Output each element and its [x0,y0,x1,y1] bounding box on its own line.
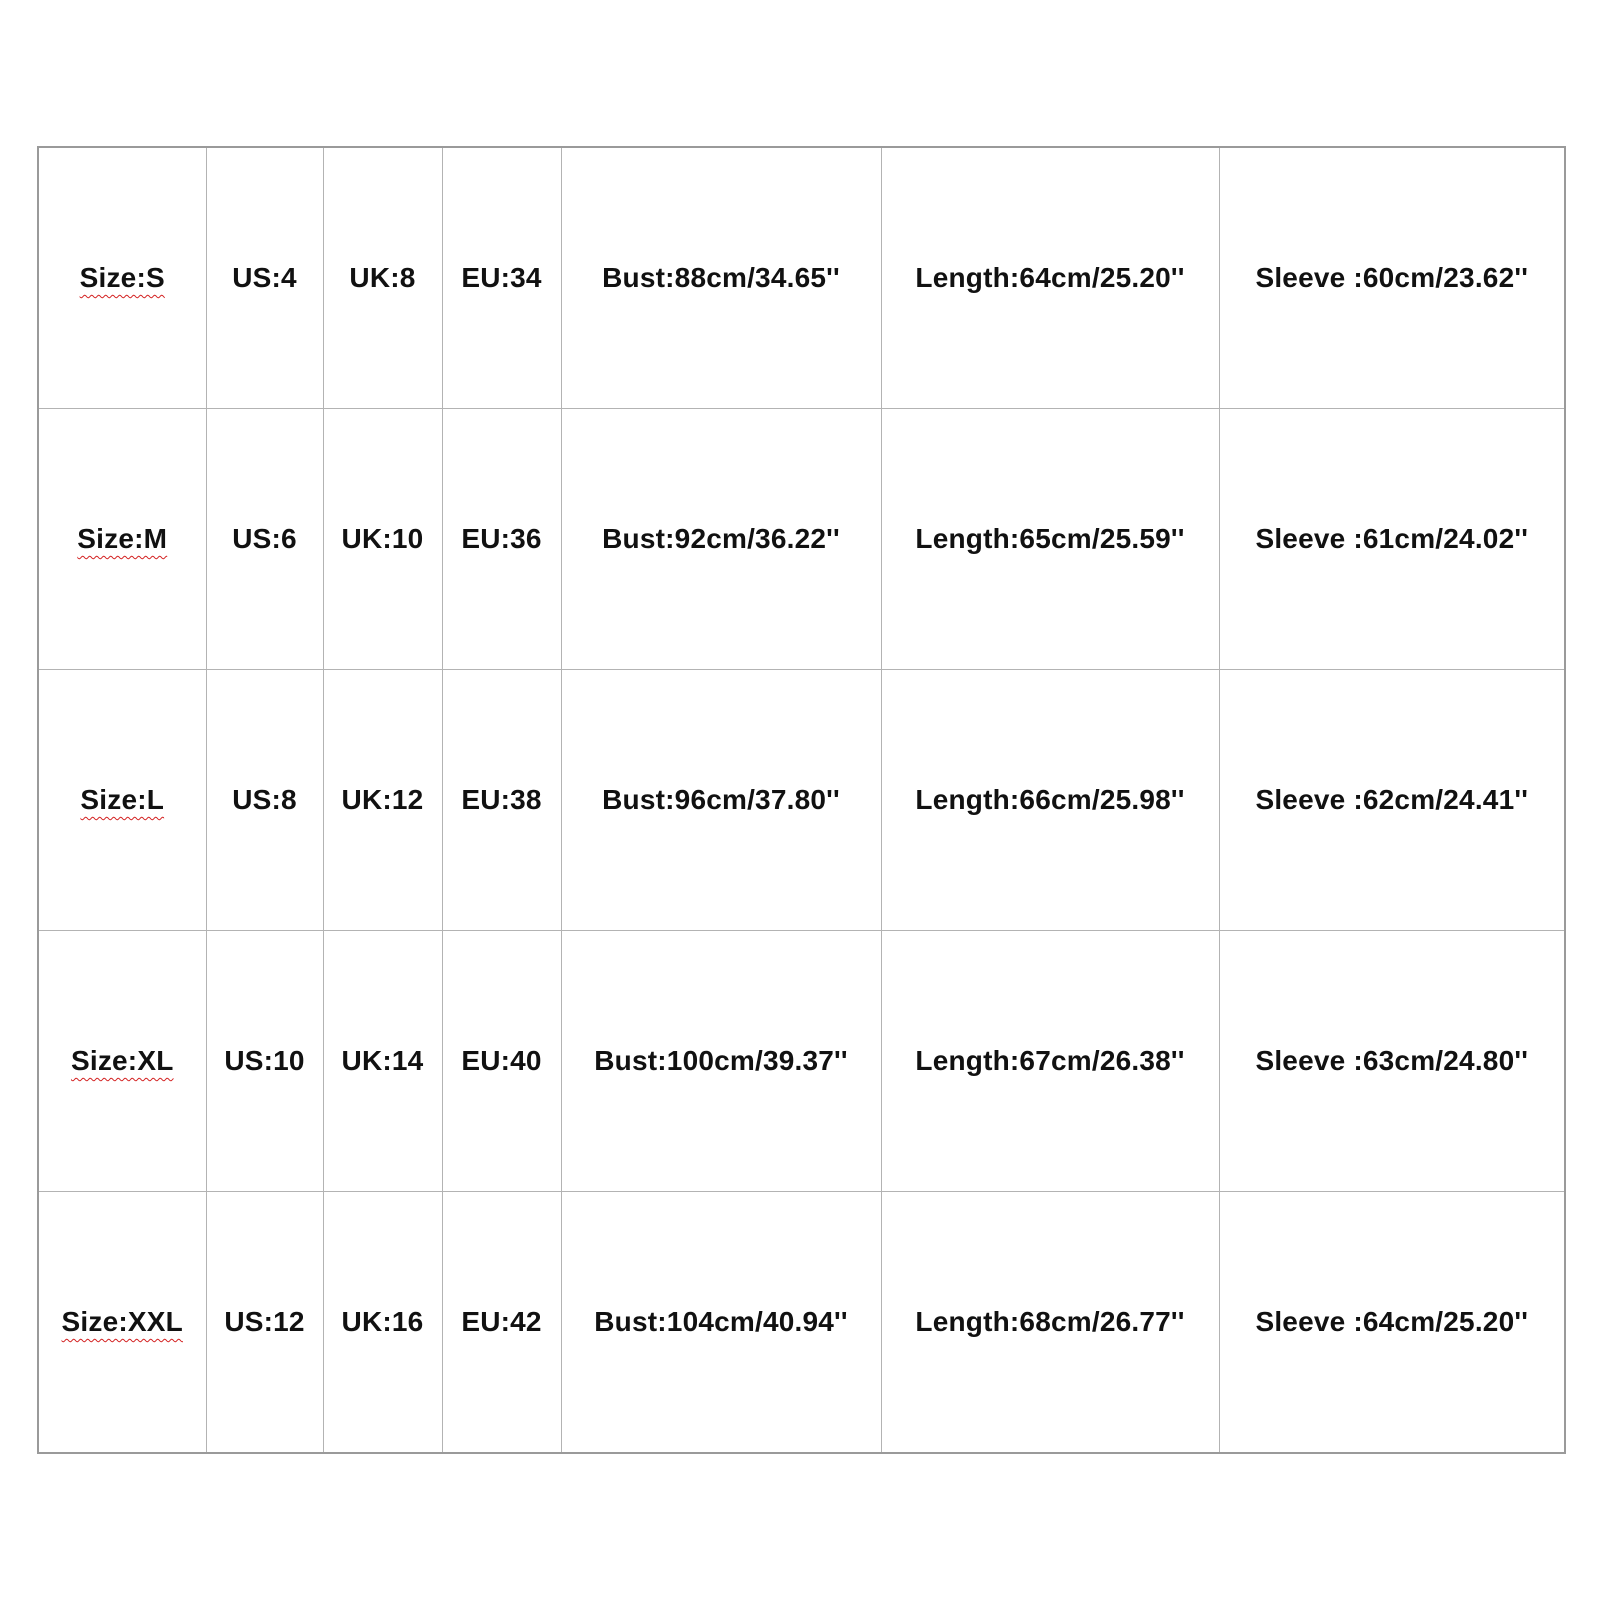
sleeve-cell: Sleeve :60cm/23.62'' [1219,147,1565,409]
sleeve-cell: Sleeve :64cm/25.20'' [1219,1192,1565,1454]
length-cell: Length:67cm/26.38'' [881,931,1219,1192]
table-row-size-m [38,409,1565,670]
eu-size-cell: EU:42 [442,1192,561,1454]
uk-size-cell: UK:10 [323,409,442,670]
table-row-size-xxl [38,1192,1565,1454]
table-row-size-xl [38,931,1565,1192]
bust-cell: Bust:104cm/40.94'' [561,1192,881,1454]
uk-size-cell: UK:12 [323,670,442,931]
size-cell: Size:XXL [38,1192,206,1454]
length-cell: Length:66cm/25.98'' [881,670,1219,931]
uk-size-cell: UK:16 [323,1192,442,1454]
length-cell: Length:68cm/26.77'' [881,1192,1219,1454]
us-size-cell: US:6 [206,409,323,670]
size-cell: Size:XL [38,931,206,1192]
size-cell: Size:S [38,147,206,409]
eu-size-cell: EU:34 [442,147,561,409]
uk-size-cell: UK:14 [323,931,442,1192]
uk-size-cell: UK:8 [323,147,442,409]
us-size-cell: US:12 [206,1192,323,1454]
size-cell: Size:L [38,670,206,931]
table-row-size-l [38,670,1565,931]
us-size-cell: US:8 [206,670,323,931]
eu-size-cell: EU:38 [442,670,561,931]
sleeve-cell: Sleeve :62cm/24.41'' [1219,670,1565,931]
sleeve-cell: Sleeve :61cm/24.02'' [1219,409,1565,670]
us-size-cell: US:4 [206,147,323,409]
bust-cell: Bust:96cm/37.80'' [561,670,881,931]
eu-size-cell: EU:36 [442,409,561,670]
length-cell: Length:65cm/25.59'' [881,409,1219,670]
size-chart-table [37,146,1566,1454]
sleeve-cell: Sleeve :63cm/24.80'' [1219,931,1565,1192]
bust-cell: Bust:92cm/36.22'' [561,409,881,670]
bust-cell: Bust:88cm/34.65'' [561,147,881,409]
length-cell: Length:64cm/25.20'' [881,147,1219,409]
eu-size-cell: EU:40 [442,931,561,1192]
bust-cell: Bust:100cm/39.37'' [561,931,881,1192]
size-cell: Size:M [38,409,206,670]
table-row-size-s [38,147,1565,409]
us-size-cell: US:10 [206,931,323,1192]
